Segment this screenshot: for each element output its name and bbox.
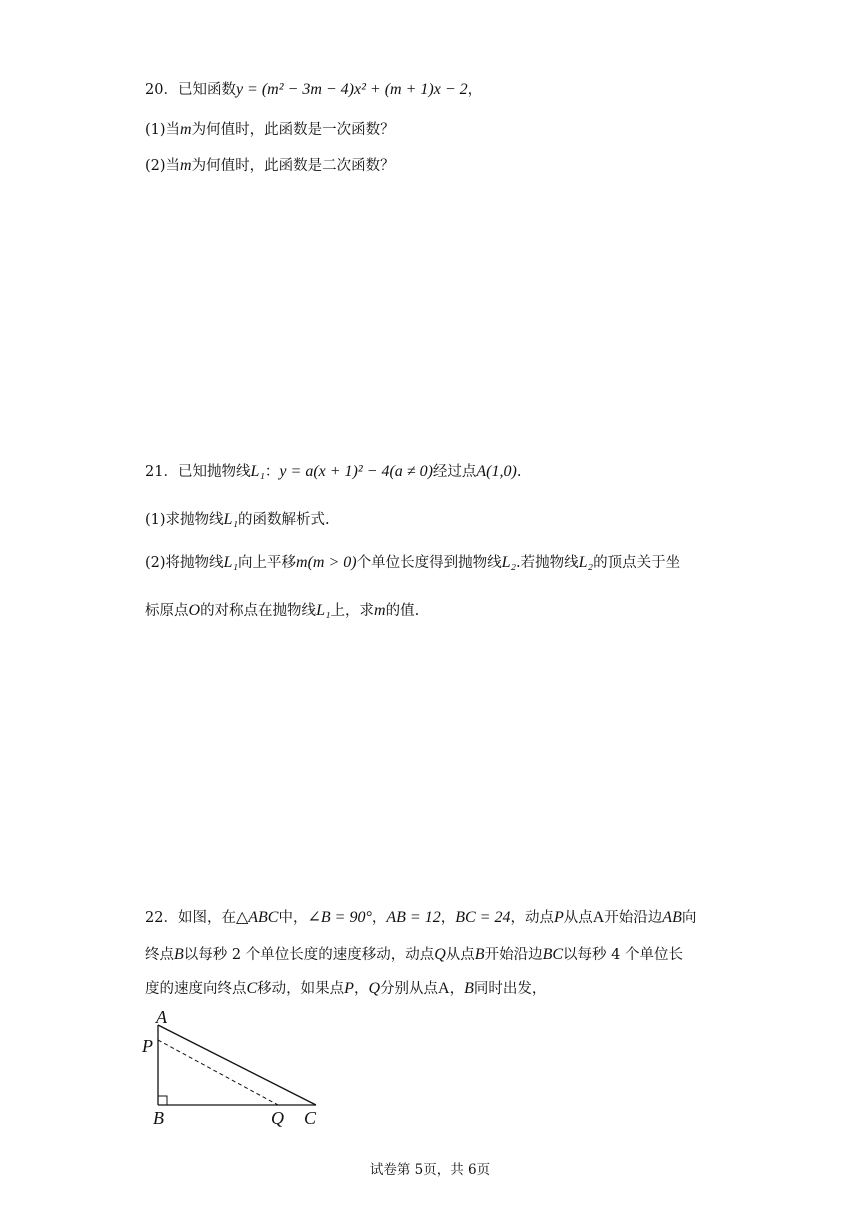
q22-line2: 终点B以每秒 2 个单位长度的速度移动，动点Q从点B开始沿边BC以每秒 4 个单位长 bbox=[145, 946, 683, 963]
q21-part2-line2: 标原点O的对称点在抛物线L₁上，求m的值. bbox=[145, 602, 420, 619]
label-b: B bbox=[153, 1108, 164, 1128]
q20-part1: (1)当m为何值时，此函数是一次函数？ bbox=[145, 121, 395, 138]
q22-line3: 度的速度向终点C移动，如果点P，Q分别从点A，B同时出发， bbox=[145, 980, 547, 997]
triangle-figure bbox=[138, 1008, 338, 1133]
label-a: A bbox=[156, 1008, 167, 1027]
q22-line1: 22．如图，在△ABC中，∠B = 90°，AB = 12，BC = 24，动点P从点A开始沿边AB向 bbox=[145, 909, 697, 926]
side-ac bbox=[158, 1025, 316, 1105]
q21-point: A(1,0) bbox=[476, 463, 517, 480]
q21-part1: (1)求抛物线L₁的函数解析式. bbox=[145, 511, 330, 528]
q21-formula: y = a(x + 1)² − 4(a ≠ 0) bbox=[279, 463, 433, 480]
label-p: P bbox=[142, 1036, 153, 1056]
label-q: Q bbox=[271, 1108, 284, 1128]
right-angle-mark bbox=[158, 1096, 167, 1105]
q20-formula: y = (m² − 3m − 4)x² + (m + 1)x − 2 bbox=[235, 81, 468, 98]
q21-part2-line1: (2)将抛物线L₁向上平移m(m > 0)个单位长度得到抛物线L₂.若抛物线L₂的顶点关于坐 bbox=[145, 554, 681, 571]
q20-part2: (2)当m为何值时，此函数是二次函数？ bbox=[145, 157, 395, 174]
page-footer: 试卷第 5页，共 6页 bbox=[369, 1162, 491, 1178]
q21-stem: 21．已知抛物线L₁：y = a(x + 1)² − 4(a ≠ 0)经过点A(1,0). bbox=[145, 463, 522, 480]
segment-pq bbox=[158, 1040, 278, 1105]
q20-stem: 20．已知函数y = (m² − 3m − 4)x² + (m + 1)x − 2， bbox=[145, 81, 483, 98]
label-c: C bbox=[304, 1108, 317, 1128]
